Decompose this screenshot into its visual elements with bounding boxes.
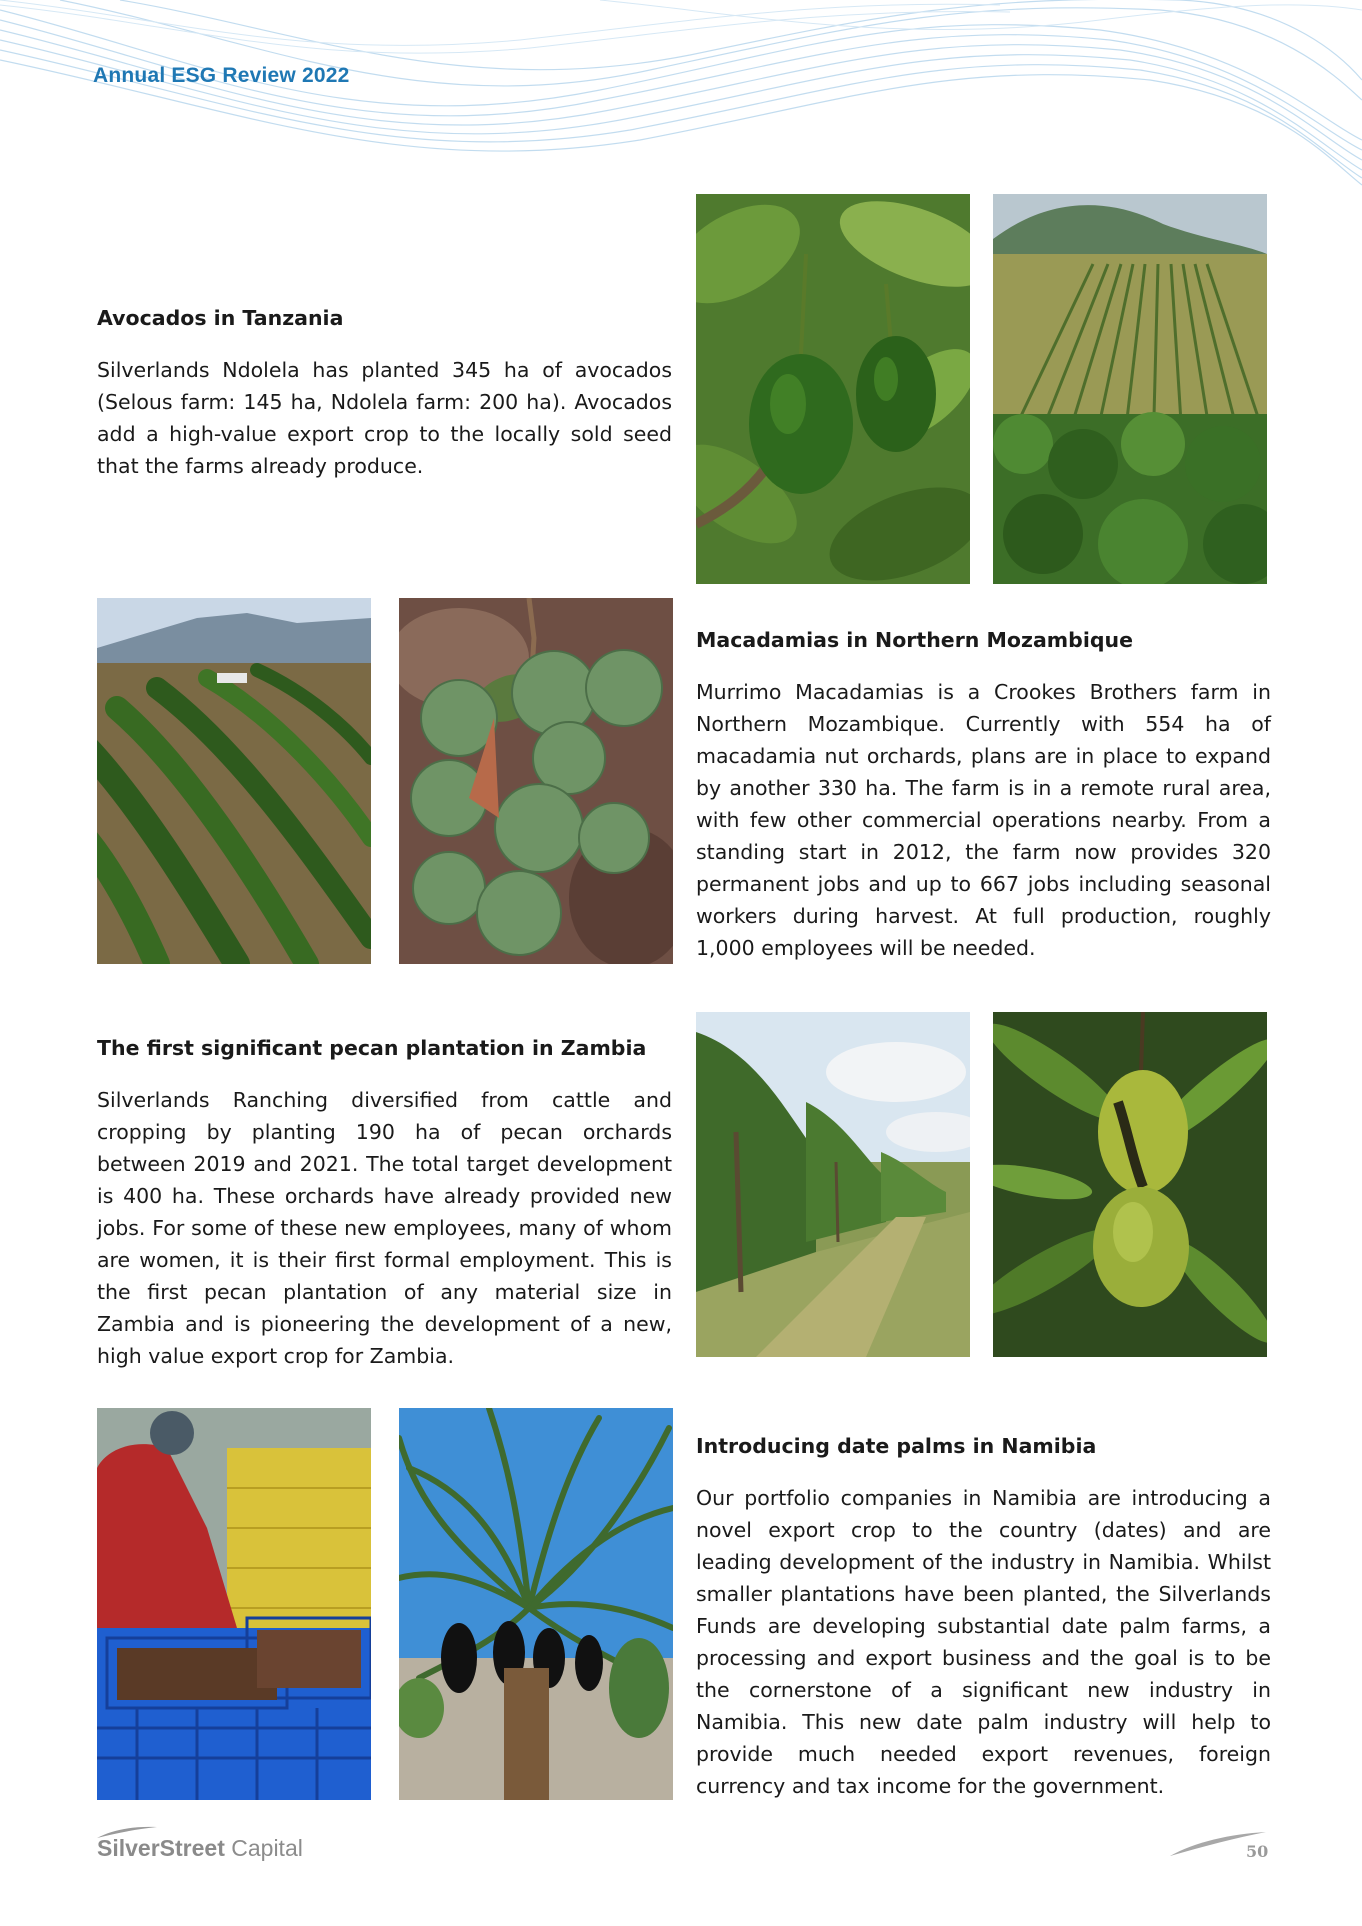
footer-brand-logo [97, 1835, 303, 1862]
section-body: Our portfolio companies in Namibia are introducing a novel export crop to the country (dates) and are leading development of the industry in Namibia. Whilst smaller plantations have been planted, the Silverlands Funds are developing substantial date palm farms, a processing and export business and the goal is to be the cornerstone of a significant new industry in Namibia. This new date palm industry will help to provide much needed export revenues, foreign currency and tax income for the government. [696, 1486, 1271, 1798]
report-title: Annual ESG Review 2022 [93, 64, 350, 87]
section-date-palms [696, 1434, 1271, 1802]
section-heading: Introducing date palms in Namibia [696, 1434, 1097, 1458]
section-avocados [97, 306, 672, 482]
section-body: Murrimo Macadamias is a Crookes Brothers farm in Northern Mozambique. Currently with 554 ha of macadamia nut orchards, plans are in place to expand by another 330 ha. The farm is in a remote rural area, with few other commercial operations nearby. From a standing start in 2012, the farm now provides 320 permanent jobs and up to 667 jobs including seasonal workers during harvest. At full production, roughly 1,000 employees will be needed. [696, 680, 1271, 960]
section-body: Silverlands Ranching diversified from cattle and cropping by planting 190 ha of pecan orchards between 2019 and 2021. The total target development is 400 ha. These orchards have already provided new jobs. For some of these new employees, many of whom are women, it is their first formal employment. This is the first pecan plantation of any material size in Zambia and is pioneering the development of a new, high value export crop for Zambia. [97, 1088, 672, 1368]
section-body: Silverlands Ndolela has planted 345 ha of avocados (Selous farm: 145 ha, Ndolela farm: 200 ha). Avocados add a high-value export crop to the locally sold seed that the farms already produce. [97, 358, 672, 478]
section-macadamias [696, 628, 1271, 964]
section-pecan [97, 1036, 672, 1372]
pecan-nuts-photo [993, 1012, 1267, 1357]
date-harvest-photo [97, 1408, 371, 1800]
avocado-fruit-photo [696, 194, 970, 584]
pecan-orchard-photo [696, 1012, 970, 1357]
macadamia-nuts-photo [399, 598, 673, 964]
header-wave-decoration [0, 0, 1362, 190]
date-palm-photo [399, 1408, 673, 1800]
page-number: 50 [1246, 1842, 1269, 1861]
brand-light-text: Capital [224, 1835, 303, 1861]
section-heading: The first significant pecan plantation in Zambia [97, 1036, 647, 1060]
brand-bold-text: SilverStreet [97, 1835, 225, 1861]
section-heading: Macadamias in Northern Mozambique [696, 628, 1134, 652]
avocado-orchard-photo [993, 194, 1267, 584]
section-heading: Avocados in Tanzania [97, 306, 344, 330]
macadamia-orchard-photo [97, 598, 371, 964]
